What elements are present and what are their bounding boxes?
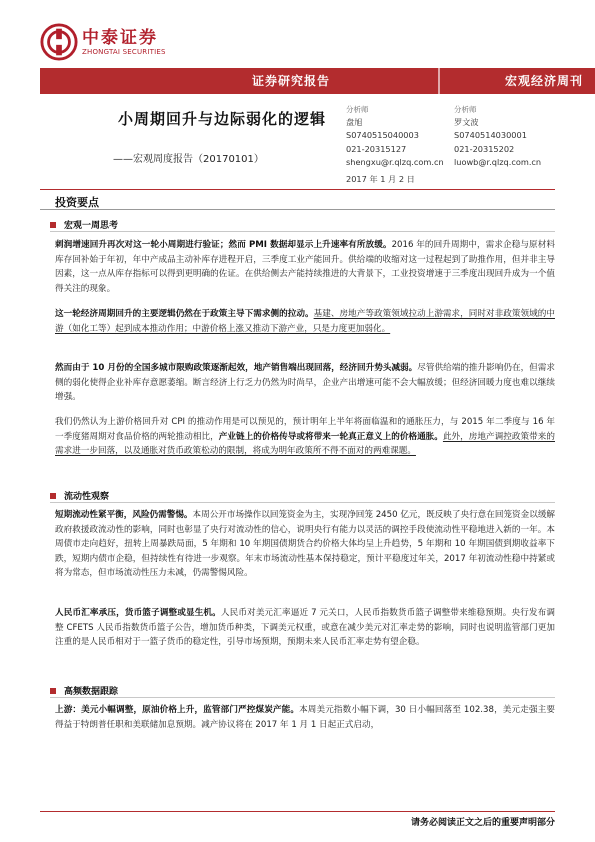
paragraph-hf-1: 上游：美元小幅调整，原油价格上升，监管部门严控煤炭产能。本周美元指数小幅下调，30 日小幅回落至 102.38，美元走强主要得益于特朗普任职和美联储加息预期。减产协议将在 2017 年 1 月 1 日起正式启动， (55, 705, 555, 730)
analyst-name: 盘旭 (346, 117, 363, 128)
analyst-cert: S0740514030001 (454, 130, 527, 141)
brand-name-en: ZHONGTAI SECURITIES (82, 47, 166, 56)
section-rule (50, 231, 555, 232)
section-heading-highlights: 投资要点 (55, 196, 99, 209)
analyst-cert: S0740515040003 (346, 130, 419, 141)
divider (40, 189, 555, 190)
band-separator (438, 68, 440, 94)
report-type-label: 证券研究报告 (252, 74, 331, 88)
brand-name-cn: 中泰证券 (82, 27, 158, 48)
footer-rule (40, 811, 555, 812)
analyst-email[interactable]: shengxu@r.qlzq.com.cn (346, 156, 444, 167)
report-subtitle: ——宏观周度报告（20170101） (113, 154, 264, 165)
report-series-label: 宏观经济周刊 (504, 74, 583, 88)
analyst-phone: 021-20315127 (346, 143, 407, 154)
bullet-square-icon (50, 493, 56, 499)
report-title: 小周期回升与边际弱化的逻辑 (118, 110, 327, 128)
paragraph-macro-4: 我们仍然认为上游价格回升对 CPI 的推动作用是可以预见的，预计明年上半年将面临温和的通胀压力，与 2015 年二季度与 16 年一季度猪周期对食品价格的两轮推动相比，产业链上的价格传导或将带来一轮真正意义上的价格通胀。此外，房地产调控政策带来的需求进一步回落，以及通胀对货币政策松动的限制，将成为明年政策所不得不面对的两难课题。 (55, 417, 555, 457)
analyst-phone: 021-20315202 (454, 143, 515, 154)
analyst-role: 分析师 (346, 105, 369, 114)
analyst-card-1 (346, 103, 444, 169)
section-rule (50, 502, 555, 503)
zhongtai-logo-icon (40, 23, 78, 61)
publish-date: 2017 年 1 月 2 日 (346, 174, 415, 184)
analyst-role: 分析师 (454, 105, 477, 114)
section-heading-hf: 高频数据跟踪 (50, 684, 118, 697)
paragraph-liquidity-2: 人民币汇率承压，货币篮子调整或显生机。人民币对美元汇率逼近 7 元关口，人民币指数货币篮子调整带来维稳预期。央行发布调整 CFETS 人民币指数货币篮子公告，增加货币种类，下调美元权重，或意在减少美元对汇率走势的影响，同时也说明监管部门更加注重的是人民币相对于一篮子货币的稳定性，引导市场预期，预期未来人民币汇率走势有望企稳。 (55, 608, 555, 648)
analyst-card-2 (454, 103, 541, 169)
bullet-square-icon (50, 688, 56, 694)
section-heading-macro: 宏观一周思考 (50, 218, 118, 231)
brand-logo (40, 22, 166, 62)
paragraph-macro-2: 这一轮经济周期回升的主要逻辑仍然在于政策主导下需求侧的拉动。基建、房地产等政策领域拉动上游需求，同时对非政策领域的中游（如化工等）起到成本推动作用；中游价格上涨又推动下游产业，只是力度更加弱化。 (55, 309, 555, 334)
paragraph-macro-3: 然而由于 10 月份的全国多城市限购政策逐渐起效，地产销售端出现回落，经济回升势头减弱。尽管供给端的推升影响仍在，但需求侧的弱化使得企业补库存意愿萎缩。断言经济上行乏力仍然为时尚早，企业产出增速可能不会大幅放缓；但经济回暖力度也难以继续增强。 (55, 363, 555, 403)
divider (40, 209, 555, 210)
paragraph-liquidity-1: 短期流动性紧平衡，风险仍需警惕。本周公开市场操作以回笼资金为主，实现净回笼 2450 亿元，既反映了央行意在回笼资金以缓解政府救援政流动性的影响，同时也彰显了央行对流动性的信心，说明央行有能力以灵活的调控手段使流动性平稳地进入新的一年。本周债市走向趋好，扭转上周暴跌局面，5 年期和 10 年期国债期货合约价格大体均呈上升趋势，5 年期和 10 年期国债到期收益率下跌，短期内债市企稳，但持续性有待进一步观察。年末市场流动性基本保持稳定，预计平稳度过年关，2017 年初流动性稳中持紧或将为常态，但市场流动性压力未减，仍需警惕风险。 (55, 510, 556, 579)
header-band (40, 68, 595, 94)
analyst-email[interactable]: luowb@r.qlzq.com.cn (454, 156, 542, 167)
footer-disclaimer: 请务必阅读正文之后的重要声明部分 (410, 818, 555, 828)
bullet-square-icon (50, 222, 56, 228)
paragraph-macro-1: 刺润增速回升再次对这一轮小周期进行验证；然而 PMI 数据却显示上升速率有所放缓。2016 年的回升周期中，需求企稳与原材料库存回补始于年初，年中产成品主动补库存进程开启，三季度工业产能回升。供给端的收缩对这一过程起到了助推作用，但并非主导因素，这一点从库存指标可以得到更明确的佐证。在供给侧去产能持续推进的大背景下，工业投资增速于三季度出现回升成为一个值得关注的现象。 (55, 240, 555, 294)
section-heading-liquidity: 流动性观察 (50, 489, 109, 502)
section-rule (50, 697, 555, 698)
analyst-name: 罗文波 (454, 117, 479, 128)
